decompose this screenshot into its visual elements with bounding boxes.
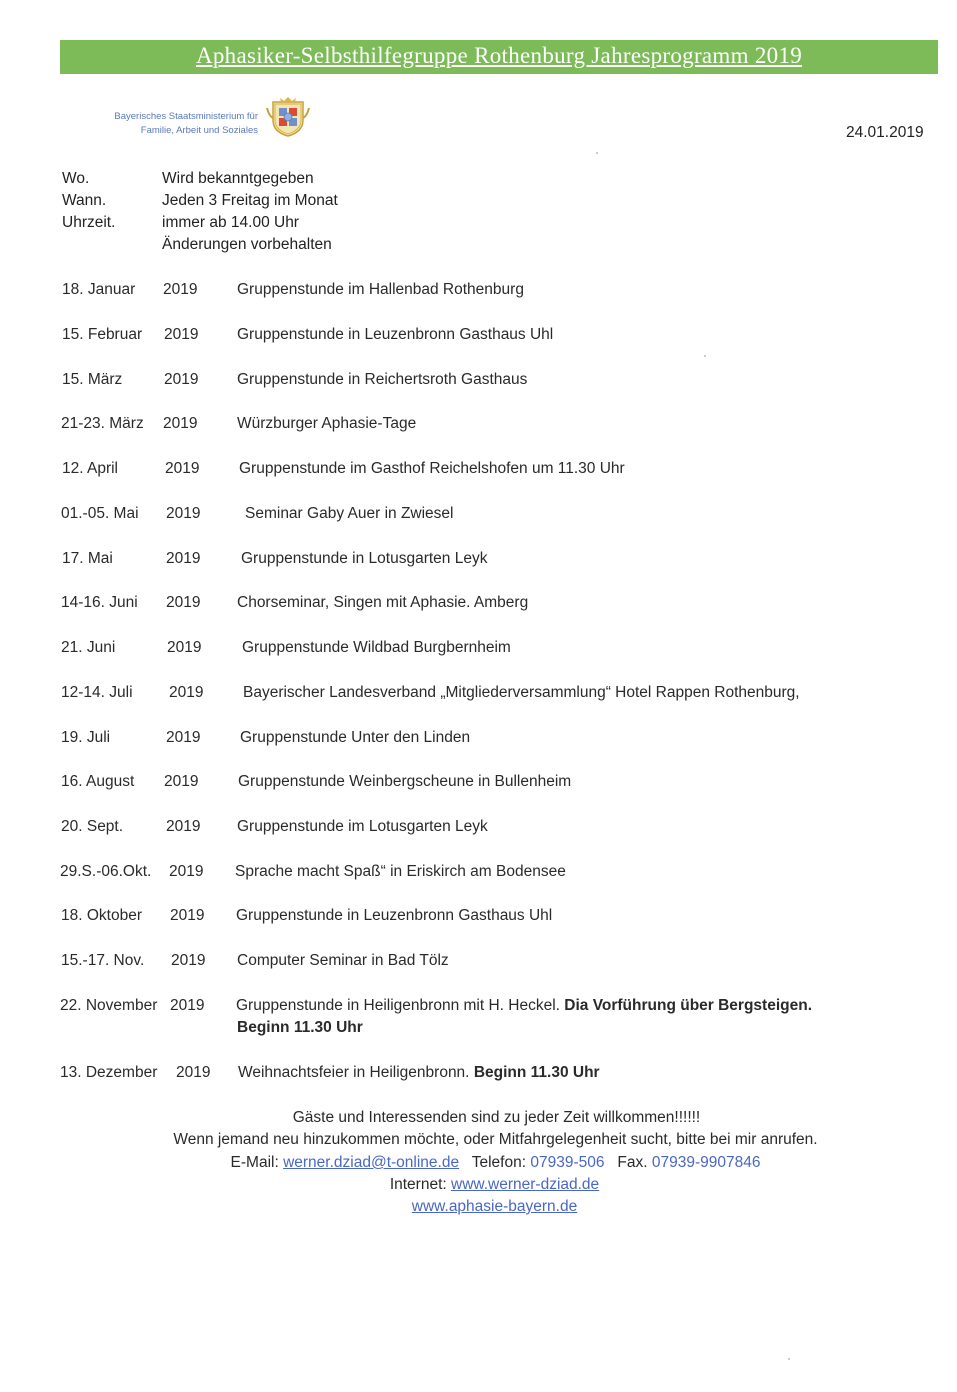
logo-line-2: Familie, Arbeit und Soziales bbox=[140, 125, 258, 136]
event-date: 15. März bbox=[62, 371, 123, 388]
event-year: 2019 bbox=[164, 326, 199, 343]
event-year: 2019 bbox=[176, 1064, 211, 1081]
event-date: 22. November bbox=[60, 997, 158, 1014]
event-desc-start-time: Beginn 11.30 Uhr bbox=[237, 1019, 363, 1036]
event-year: 2019 bbox=[164, 371, 199, 388]
event-description: Gruppenstunde im Gasthof Reichelshofen um 11.30 Uhr bbox=[239, 460, 625, 477]
event-year: 2019 bbox=[166, 729, 201, 746]
event-description: Gruppenstunde im Lotusgarten Leyk bbox=[237, 818, 488, 835]
info-label-time: Uhrzeit. bbox=[62, 214, 116, 231]
event-date: 14-16. Juni bbox=[61, 594, 138, 611]
event-date: 17. Mai bbox=[62, 550, 113, 567]
footer-contact-note: Wenn jemand neu hinzukommen möchte, oder Mitfahrgelegenheit sucht, bitte bei mir anrufen. bbox=[173, 1131, 818, 1148]
footer-welcome: Gäste und Interessenden sind zu jeder Zeit willkommen!!!!!! bbox=[292, 1109, 701, 1126]
info-value-where: Wird bekanntgegeben bbox=[162, 170, 314, 187]
email-label: E-Mail: bbox=[230, 1154, 279, 1171]
bavarian-crest-icon bbox=[263, 96, 313, 138]
event-date: 12. April bbox=[62, 460, 119, 477]
event-description: Gruppenstunde in Leuzenbronn Gasthaus Uhl bbox=[236, 907, 553, 924]
event-description: Würzburger Aphasie-Tage bbox=[237, 415, 417, 432]
event-date: 15. Februar bbox=[62, 326, 143, 343]
event-description: Sprache macht Spaß“ in Eriskirch am Bodensee bbox=[235, 863, 566, 880]
event-date: 13. Dezember bbox=[60, 1064, 158, 1081]
event-year: 2019 bbox=[163, 415, 198, 432]
event-date: 01.-05. Mai bbox=[61, 505, 139, 522]
website-link[interactable]: www.werner-dziad.de bbox=[451, 1176, 600, 1193]
info-label-where: Wo. bbox=[62, 170, 90, 187]
event-description bbox=[236, 997, 812, 1015]
event-year: 2019 bbox=[169, 684, 204, 701]
ministry-logo-text bbox=[108, 110, 258, 138]
event-description: Seminar Gaby Auer in Zwiesel bbox=[245, 505, 454, 522]
aphasie-bayern-link[interactable]: www.aphasie-bayern.de bbox=[411, 1198, 578, 1215]
event-date: 16. August bbox=[61, 773, 135, 790]
email-link[interactable]: werner.dziad@t-online.de bbox=[283, 1154, 460, 1171]
event-description: Gruppenstunde in Lotusgarten Leyk bbox=[241, 550, 488, 567]
event-year: 2019 bbox=[166, 505, 201, 522]
event-year: 2019 bbox=[171, 952, 206, 969]
document-date: 24.01.2019 bbox=[846, 124, 924, 141]
footer-contact-line bbox=[17, 1154, 957, 1172]
event-date: 19. Juli bbox=[61, 729, 111, 746]
fax-label: Fax. bbox=[617, 1154, 648, 1171]
footer-internet-line bbox=[16, 1176, 957, 1194]
event-date: 29.S.-06.Okt. bbox=[60, 863, 152, 880]
event-year: 2019 bbox=[167, 639, 202, 656]
event-description: Gruppenstunde in Reichertsroth Gasthaus bbox=[237, 371, 528, 388]
event-date: 21. Juni bbox=[61, 639, 116, 656]
info-value-time: immer ab 14.00 Uhr bbox=[162, 214, 299, 231]
event-description: Gruppenstunde Weinbergscheune in Bullenheim bbox=[238, 773, 572, 790]
event-date: 18. Oktober bbox=[61, 907, 142, 924]
event-description: Gruppenstunde in Leuzenbronn Gasthaus Uhl bbox=[237, 326, 554, 343]
event-description: Computer Seminar in Bad Tölz bbox=[237, 952, 449, 969]
internet-label: Internet: bbox=[389, 1176, 447, 1193]
event-year: 2019 bbox=[170, 907, 205, 924]
event-year: 2019 bbox=[163, 281, 198, 298]
event-date: 18. Januar bbox=[62, 281, 136, 298]
phone-label: Telefon: bbox=[471, 1154, 527, 1171]
event-description: Gruppenstunde im Hallenbad Rothenburg bbox=[237, 281, 524, 298]
event-year: 2019 bbox=[165, 460, 200, 477]
event-date: 21-23. März bbox=[61, 415, 144, 432]
event-desc-text: Weihnachtsfeier in Heiligenbronn. bbox=[238, 1064, 470, 1081]
event-desc-start-time: Beginn 11.30 Uhr bbox=[473, 1064, 600, 1081]
event-year: 2019 bbox=[166, 594, 201, 611]
scan-speck bbox=[788, 1358, 790, 1360]
event-date: 15.-17. Nov. bbox=[61, 952, 145, 969]
scan-speck bbox=[596, 152, 598, 154]
event-desc-text: Gruppenstunde in Heiligenbronn mit H. Heckel. bbox=[236, 997, 560, 1014]
logo-line-1: Bayerisches Staatsministerium für bbox=[114, 111, 258, 122]
event-date: 20. Sept. bbox=[61, 818, 124, 835]
event-description: Bayerischer Landesverband „Mitgliederversammlung“ Hotel Rappen Rothenburg, bbox=[243, 684, 800, 701]
event-description: Gruppenstunde Wildbad Burgbernheim bbox=[242, 639, 511, 656]
event-year: 2019 bbox=[164, 773, 199, 790]
phone-number[interactable]: 07939-506 bbox=[530, 1154, 605, 1171]
footer-website-line bbox=[16, 1198, 957, 1216]
info-value-note: Änderungen vorbehalten bbox=[162, 236, 332, 253]
event-desc-highlight: Dia Vorführung über Bergsteigen. bbox=[564, 997, 813, 1014]
event-year: 2019 bbox=[170, 997, 205, 1014]
event-description: Chorseminar, Singen mit Aphasie. Amberg bbox=[237, 594, 529, 611]
event-year: 2019 bbox=[166, 550, 201, 567]
event-date: 12-14. Juli bbox=[61, 684, 133, 701]
info-value-when: Jeden 3 Freitag im Monat bbox=[162, 192, 338, 209]
event-year: 2019 bbox=[166, 818, 201, 835]
fax-number: 07939-9907846 bbox=[651, 1154, 761, 1171]
scan-speck bbox=[704, 355, 706, 357]
page-title: Aphasiker-Selbsthilfegruppe Rothenburg Jahresprogramm 2019 bbox=[195, 43, 803, 68]
event-description bbox=[238, 1064, 600, 1082]
event-description: Gruppenstunde Unter den Linden bbox=[240, 729, 471, 746]
title-band bbox=[60, 40, 938, 74]
event-year: 2019 bbox=[169, 863, 204, 880]
info-label-when: Wann. bbox=[62, 192, 107, 209]
